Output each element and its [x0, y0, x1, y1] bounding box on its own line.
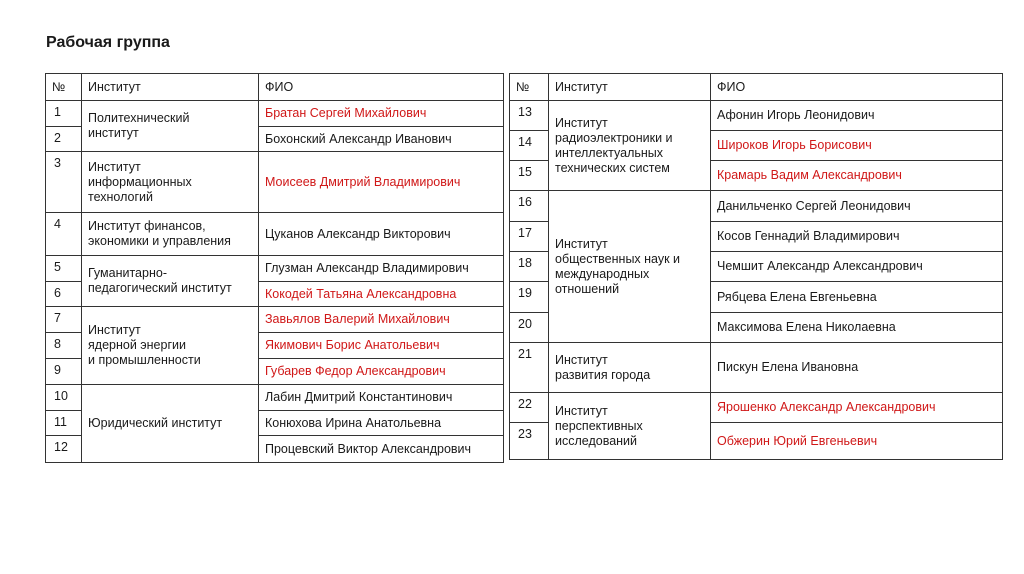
- row-number: 2: [46, 127, 82, 152]
- table-row: [46, 101, 504, 127]
- table-row: [46, 152, 504, 213]
- person-name: Максимова Елена Николаевна: [711, 313, 1003, 343]
- row-number: 11: [46, 411, 82, 436]
- header-fio: ФИО: [711, 74, 1003, 101]
- person-name: Процевский Виктор Александрович: [259, 436, 504, 463]
- person-name: Бохонский Александр Иванович: [259, 127, 504, 152]
- row-number: 20: [510, 313, 549, 343]
- institute-cell: Юридический институт: [82, 385, 259, 463]
- row-number: 21: [510, 343, 549, 393]
- row-number: 14: [510, 131, 549, 161]
- table-row: [510, 101, 1003, 131]
- table-header-row: [510, 74, 1003, 101]
- institute-cell: Институт развития города: [549, 343, 711, 393]
- row-number: 12: [46, 436, 82, 463]
- table-row: [46, 213, 504, 256]
- table-row: [510, 393, 1003, 423]
- person-name: Пискун Елена Ивановна: [711, 343, 1003, 393]
- row-number: 9: [46, 359, 82, 385]
- person-name: Глузман Александр Владимирович: [259, 256, 504, 282]
- table-row: [46, 385, 504, 411]
- row-number: 22: [510, 393, 549, 423]
- person-name: Конюхова Ирина Анатольевна: [259, 411, 504, 436]
- institute-cell: Институт информационных технологий: [82, 152, 259, 213]
- table-header-row: [46, 74, 504, 101]
- row-number: 5: [46, 256, 82, 282]
- person-name: Афонин Игорь Леонидович: [711, 101, 1003, 131]
- row-number: 3: [46, 152, 82, 213]
- institute-cell: Политехнический институт: [82, 101, 259, 152]
- institute-cell: Гуманитарно- педагогический институт: [82, 256, 259, 307]
- table-row: [510, 191, 1003, 222]
- working-group-table-left: [45, 73, 504, 463]
- row-number: 16: [510, 191, 549, 222]
- row-number: 1: [46, 101, 82, 127]
- person-name: Крамарь Вадим Александрович: [711, 161, 1003, 191]
- person-name: Чемшит Александр Александрович: [711, 252, 1003, 282]
- table-row: [510, 343, 1003, 393]
- header-fio: ФИО: [259, 74, 504, 101]
- institute-cell: Институт ядерной энергии и промышленности: [82, 307, 259, 385]
- institute-cell: Институт общественных наук и международных отношений: [549, 191, 711, 343]
- person-name: Широков Игорь Борисович: [711, 131, 1003, 161]
- institute-cell: Институт перспективных исследований: [549, 393, 711, 460]
- person-name: Кокодей Татьяна Александровна: [259, 282, 504, 307]
- row-number: 18: [510, 252, 549, 282]
- person-name: Моисеев Дмитрий Владимирович: [259, 152, 504, 213]
- person-name: Рябцева Елена Евгеньевна: [711, 282, 1003, 313]
- header-num: №: [510, 74, 549, 101]
- row-number: 6: [46, 282, 82, 307]
- table-row: [46, 307, 504, 333]
- person-name: Данильченко Сергей Леонидович: [711, 191, 1003, 222]
- row-number: 15: [510, 161, 549, 191]
- person-name: Губарев Федор Александрович: [259, 359, 504, 385]
- row-number: 4: [46, 213, 82, 256]
- person-name: Обжерин Юрий Евгеньевич: [711, 423, 1003, 460]
- person-name: Цуканов Александр Викторович: [259, 213, 504, 256]
- row-number: 13: [510, 101, 549, 131]
- row-number: 23: [510, 423, 549, 460]
- person-name: Косов Геннадий Владимирович: [711, 222, 1003, 252]
- header-institute: Институт: [549, 74, 711, 101]
- row-number: 10: [46, 385, 82, 411]
- row-number: 17: [510, 222, 549, 252]
- person-name: Завьялов Валерий Михайлович: [259, 307, 504, 333]
- person-name: Ярошенко Александр Александрович: [711, 393, 1003, 423]
- person-name: Братан Сергей Михайлович: [259, 101, 504, 127]
- header-num: №: [46, 74, 82, 101]
- row-number: 8: [46, 333, 82, 359]
- working-group-table-right: [509, 73, 1003, 460]
- person-name: Лабин Дмитрий Константинович: [259, 385, 504, 411]
- institute-cell: Институт радиоэлектроники и интеллектуальных технических систем: [549, 101, 711, 191]
- header-institute: Институт: [82, 74, 259, 101]
- institute-cell: Институт финансов, экономики и управления: [82, 213, 259, 256]
- row-number: 7: [46, 307, 82, 333]
- page-title: Рабочая группа: [46, 34, 170, 51]
- person-name: Якимович Борис Анатольевич: [259, 333, 504, 359]
- table-row: [46, 256, 504, 282]
- row-number: 19: [510, 282, 549, 313]
